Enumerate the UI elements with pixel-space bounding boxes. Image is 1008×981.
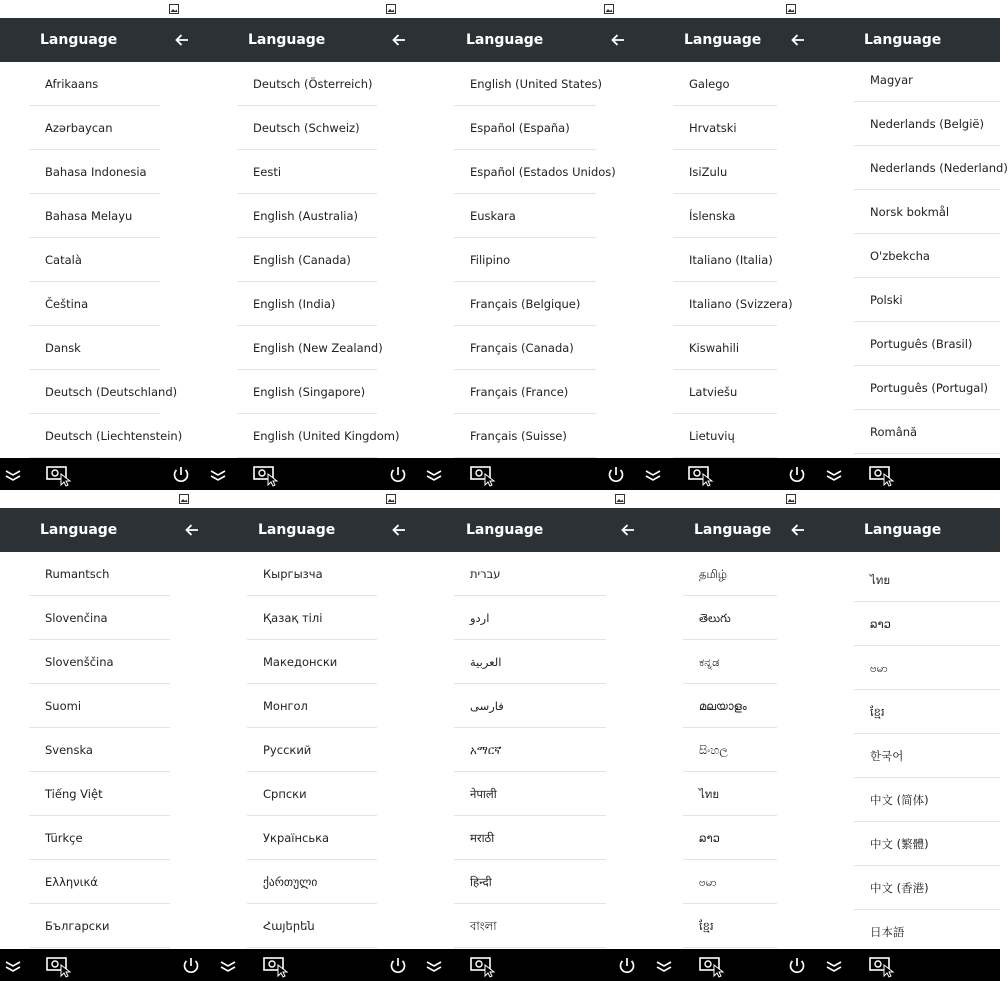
language-item[interactable]: Қазақ тілі — [247, 596, 377, 640]
navigation-bar — [0, 949, 1000, 981]
language-item[interactable]: Français (Belgique) — [454, 282, 596, 326]
screenshot-cursor-icon[interactable] — [869, 464, 895, 486]
language-item[interactable]: English (India) — [237, 282, 377, 326]
language-item[interactable]: اردو — [454, 596, 606, 640]
screenshot-cursor-icon[interactable] — [470, 464, 496, 486]
page-title: Language — [40, 32, 118, 48]
language-list — [454, 552, 606, 948]
image-notification-icon — [786, 494, 796, 504]
page-title: Language — [864, 32, 942, 48]
language-item[interactable]: Deutsch (Schweiz) — [237, 106, 377, 150]
page-title: Language — [40, 522, 118, 538]
language-item[interactable]: Filipino — [454, 238, 596, 282]
arrow-left-icon[interactable] — [172, 30, 192, 50]
language-item[interactable]: 한국어 — [854, 734, 1000, 778]
language-item[interactable]: ລາວ — [854, 602, 1000, 646]
language-item[interactable]: नेपाली — [454, 772, 606, 816]
language-item[interactable]: Nederlands (België) — [854, 102, 1000, 146]
status-bar — [0, 490, 1000, 508]
power-icon[interactable] — [385, 955, 411, 977]
language-item[interactable]: 中文 (繁體) — [854, 822, 1000, 866]
language-item[interactable]: Français (Suisse) — [454, 414, 596, 458]
app-header — [0, 508, 1000, 552]
double-chevron-down-icon[interactable] — [640, 464, 666, 486]
power-icon[interactable] — [603, 464, 629, 486]
arrow-left-icon[interactable] — [389, 30, 409, 50]
language-item[interactable]: Norsk bokmål — [854, 190, 1000, 234]
language-item[interactable]: ไทย — [854, 558, 1000, 602]
language-item[interactable]: עברית — [454, 552, 606, 596]
double-chevron-down-icon[interactable] — [421, 955, 447, 977]
language-item[interactable]: Suomi — [29, 684, 170, 728]
language-item[interactable]: 中文 (简体) — [854, 778, 1000, 822]
language-item[interactable]: ဗမာ — [683, 860, 777, 904]
language-item[interactable]: Nederlands (Nederland) — [854, 146, 1000, 190]
double-chevron-down-icon[interactable] — [205, 464, 231, 486]
page-title: Language — [258, 522, 336, 538]
language-item[interactable]: English (Australia) — [237, 194, 377, 238]
language-item[interactable]: Magyar — [854, 58, 1000, 102]
language-item[interactable]: Íslenska — [673, 194, 777, 238]
language-item[interactable]: Српски — [247, 772, 377, 816]
language-item[interactable]: 中文 (香港) — [854, 866, 1000, 910]
language-item[interactable]: Afrikaans — [29, 62, 160, 106]
page-title: Language — [466, 522, 544, 538]
arrow-left-icon[interactable] — [608, 30, 628, 50]
language-item[interactable]: Hrvatski — [673, 106, 777, 150]
screenshot-cursor-icon[interactable] — [46, 464, 72, 486]
language-item[interactable]: ไทย — [683, 772, 777, 816]
language-item[interactable]: Deutsch (Deutschland) — [29, 370, 160, 414]
double-chevron-down-icon[interactable] — [821, 464, 847, 486]
image-notification-icon — [386, 494, 396, 504]
screenshot-cursor-icon[interactable] — [253, 464, 279, 486]
double-chevron-down-icon[interactable] — [651, 955, 677, 977]
language-item[interactable]: Română — [854, 410, 1000, 454]
language-item[interactable]: বাংলা — [454, 904, 606, 948]
language-item[interactable]: العربية — [454, 640, 606, 684]
language-item[interactable]: Català — [29, 238, 160, 282]
screenshot-cursor-icon[interactable] — [470, 955, 496, 977]
language-item[interactable]: සිංහල — [683, 728, 777, 772]
language-item[interactable]: Slovenčina — [29, 596, 170, 640]
language-item[interactable]: ქართული — [247, 860, 377, 904]
language-item[interactable]: Български — [29, 904, 170, 948]
screenshot-cursor-icon[interactable] — [869, 955, 895, 977]
arrow-left-icon[interactable] — [618, 520, 638, 540]
language-item[interactable]: English (United Kingdom) — [237, 414, 377, 458]
double-chevron-down-icon[interactable] — [215, 955, 241, 977]
language-item[interactable]: Kiswahili — [673, 326, 777, 370]
screenshot-cursor-icon[interactable] — [699, 955, 725, 977]
language-item[interactable]: Čeština — [29, 282, 160, 326]
language-item[interactable]: 日本語 — [854, 910, 1000, 954]
language-list — [673, 62, 793, 458]
language-item[interactable]: Euskara — [454, 194, 596, 238]
language-item[interactable]: Ελληνικά — [29, 860, 170, 904]
power-icon[interactable] — [784, 464, 810, 486]
language-item[interactable]: English (Singapore) — [237, 370, 377, 414]
power-icon[interactable] — [178, 955, 204, 977]
language-item[interactable]: मराठी — [454, 816, 606, 860]
image-notification-icon — [386, 4, 396, 14]
navigation-bar — [0, 458, 1000, 490]
page-title: Language — [248, 32, 326, 48]
page-title: Language — [684, 32, 762, 48]
language-item[interactable]: Кыргызча — [247, 552, 377, 596]
image-notification-icon — [786, 4, 796, 14]
language-item[interactable]: ລາວ — [683, 816, 777, 860]
language-item[interactable]: ಕನ್ನಡ — [683, 640, 777, 684]
language-list — [854, 58, 1008, 454]
language-item[interactable]: Lietuvių — [673, 414, 777, 458]
app-header — [0, 18, 1000, 62]
language-item[interactable]: አማርኛ — [454, 728, 606, 772]
language-item[interactable]: Tiếng Việt — [29, 772, 170, 816]
language-list — [683, 552, 777, 948]
power-icon[interactable] — [385, 464, 411, 486]
language-lists — [0, 552, 1000, 949]
language-item[interactable]: IsiZulu — [673, 150, 777, 194]
language-item[interactable]: ខ្មែរ — [683, 904, 777, 948]
page-title: Language — [694, 522, 772, 538]
power-icon[interactable] — [168, 464, 194, 486]
language-item[interactable]: Português (Brasil) — [854, 322, 1000, 366]
language-item[interactable]: Հայերեն — [247, 904, 377, 948]
language-item[interactable]: Português (Portugal) — [854, 366, 1000, 410]
language-item[interactable]: Galego — [673, 62, 777, 106]
language-item[interactable]: Українська — [247, 816, 377, 860]
power-icon[interactable] — [784, 955, 810, 977]
language-item[interactable]: ខ្មែរ — [854, 690, 1000, 734]
language-item[interactable]: Deutsch (Österreich) — [237, 62, 377, 106]
language-item[interactable]: Polski — [854, 278, 1000, 322]
language-list — [29, 62, 183, 458]
screenshot-cursor-icon[interactable] — [263, 955, 289, 977]
top-screenshot-strip — [0, 0, 1008, 490]
language-item[interactable]: فارسی — [454, 684, 606, 728]
image-notification-icon — [169, 4, 179, 14]
language-item[interactable]: Français (Canada) — [454, 326, 596, 370]
language-item[interactable]: മലയാളം — [683, 684, 777, 728]
language-item[interactable]: Español (Estados Unidos) — [454, 150, 596, 194]
image-notification-icon — [604, 4, 614, 14]
power-icon[interactable] — [614, 955, 640, 977]
language-item[interactable]: Eesti — [237, 150, 377, 194]
language-item[interactable]: Español (España) — [454, 106, 596, 150]
language-item[interactable]: Dansk — [29, 326, 160, 370]
double-chevron-down-icon[interactable] — [0, 955, 26, 977]
language-lists — [0, 62, 1008, 458]
language-item[interactable]: Bahasa Melayu — [29, 194, 160, 238]
language-list — [247, 552, 377, 948]
language-list — [854, 558, 1000, 954]
arrow-left-icon[interactable] — [389, 520, 409, 540]
language-item[interactable]: English (Canada) — [237, 238, 377, 282]
language-item[interactable]: Türkçe — [29, 816, 170, 860]
double-chevron-down-icon[interactable] — [421, 464, 447, 486]
language-item[interactable]: Македонски — [247, 640, 377, 684]
language-item[interactable]: English (United States) — [454, 62, 596, 106]
screenshot-cursor-icon[interactable] — [688, 464, 714, 486]
language-item[interactable]: Italiano (Italia) — [673, 238, 777, 282]
status-bar — [0, 0, 1000, 18]
language-item[interactable]: O'zbekcha — [854, 234, 1000, 278]
arrow-left-icon[interactable] — [788, 520, 808, 540]
language-item[interactable]: Français (France) — [454, 370, 596, 414]
double-chevron-down-icon[interactable] — [821, 955, 847, 977]
language-item[interactable]: Svenska — [29, 728, 170, 772]
page-title: Language — [466, 32, 544, 48]
arrow-left-icon[interactable] — [788, 30, 808, 50]
language-list — [29, 552, 170, 948]
screenshot-cursor-icon[interactable] — [46, 955, 72, 977]
language-item[interactable]: தமிழ் — [683, 552, 777, 596]
language-list — [454, 62, 616, 458]
language-item[interactable]: Deutsch (Liechtenstein) — [29, 414, 160, 458]
double-chevron-down-icon[interactable] — [0, 464, 26, 486]
language-item[interactable]: ဗမာ — [854, 646, 1000, 690]
image-notification-icon — [615, 494, 625, 504]
language-item[interactable]: English (New Zealand) — [237, 326, 377, 370]
bottom-screenshot-strip — [0, 490, 1000, 981]
language-list — [237, 62, 400, 458]
image-notification-icon — [179, 494, 189, 504]
language-item[interactable]: Русский — [247, 728, 377, 772]
language-item[interactable]: Latviešu — [673, 370, 777, 414]
language-item[interactable]: Italiano (Svizzera) — [673, 282, 777, 326]
arrow-left-icon[interactable] — [182, 520, 202, 540]
language-item[interactable]: हिन्दी — [454, 860, 606, 904]
language-item[interactable]: Монгол — [247, 684, 377, 728]
page-title: Language — [864, 522, 942, 538]
language-item[interactable]: Rumantsch — [29, 552, 170, 596]
language-item[interactable]: తెలుగు — [683, 596, 777, 640]
language-item[interactable]: Slovenščina — [29, 640, 170, 684]
language-item[interactable]: Bahasa Indonesia — [29, 150, 160, 194]
language-item[interactable]: Azərbaycan — [29, 106, 160, 150]
